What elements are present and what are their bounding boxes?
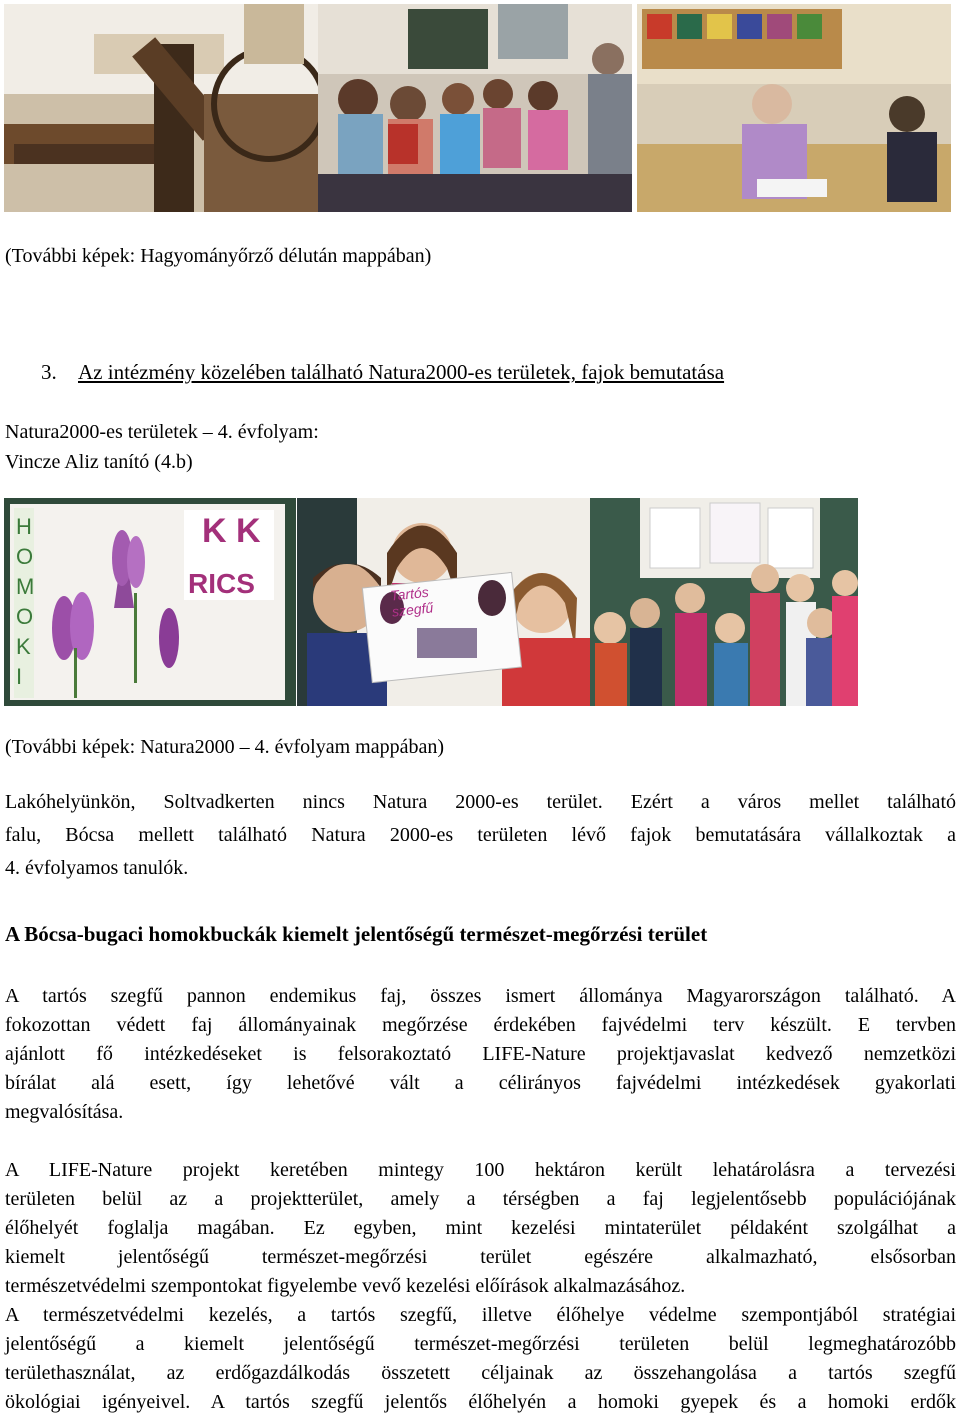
caption-photo-row-2: (További képek: Natura2000 – 4. évfolyam mappában): [5, 736, 445, 758]
photo-crocus-poster: [4, 498, 296, 706]
intro-line-2: Vincze Aliz tanító (4.b): [5, 451, 193, 473]
photo-elderly-woman-reading: [637, 4, 951, 212]
intro-line-1: Natura2000-es területek – 4. évfolyam:: [5, 421, 319, 443]
photo-girls-embroidering: [318, 4, 632, 212]
paragraph-location: [5, 788, 956, 883]
paragraph-line: falu, Bócsa mellett található Natura 2000-es területen lévő fajok bemutatására vállalkoztak a: [5, 824, 956, 846]
paragraph-line: A LIFE-Nature projekt keretében mintegy 100 hektáron került lehatárolásra a tervezési: [5, 1159, 956, 1181]
section-number: 3.: [41, 360, 57, 384]
paragraph-line: kiemelt jelentőségű természet-megőrzési terület egészére alkalmazható, elsősorban: [5, 1246, 956, 1268]
section-title: Az intézmény közelében található Natura2000-es területek, fajok bemutatása: [78, 360, 725, 384]
paragraph-line: területhasználat, az erdőgazdálkodás összetett céljainak az összehangolása a tartós szegfű: [5, 1362, 956, 1384]
photo-children-holding-poster: [297, 498, 590, 706]
caption-photo-row-1: (További képek: Hagyományőrző délután mappában): [5, 245, 432, 267]
paragraph-line: fokozottan védett faj állományainak megőrzése érdekében fajvédelmi terv készült. E tervben: [5, 1014, 956, 1036]
held-poster-title: Tartós szegfű: [389, 583, 434, 620]
paragraph-line: megvalósítása.: [5, 1101, 124, 1123]
paragraph-life-nature: [5, 1156, 956, 1301]
section-heading: [41, 360, 724, 385]
photo-class-group: [590, 498, 858, 706]
paragraph-line: ökológiai igényeivel. A tartós szegfű jelentős élőhelyén a homoki gyepek és a homoki erdők: [5, 1391, 956, 1413]
paragraph-line: ajánlott fő intézkedéseket is felsorakoztató LIFE-Nature projektjavaslat kedvező nemzetközi: [5, 1043, 956, 1065]
paragraph-species: [5, 982, 956, 1127]
paragraph-line: A természetvédelmi kezelés, a tartós szegfű, illetve élőhelye védelme szempontjából stratégiai: [5, 1304, 956, 1326]
paragraph-line: jelentőségű a kiemelt jelentőségű természet-megőrzési területen belül legmeghatározóbb: [5, 1333, 956, 1355]
photo-craft-tools: [4, 4, 318, 212]
paragraph-management: [5, 1301, 956, 1417]
poster-left-word: HOMOKI: [16, 514, 35, 689]
paragraph-line: 4. évfolyamos tanulók.: [5, 857, 189, 879]
paragraph-line: A tartós szegfű pannon endemikus faj, összes ismert állománya Magyarországon található. A: [5, 985, 956, 1007]
poster-bottom-word: RICS: [188, 568, 255, 599]
poster-top-letters: K K: [202, 512, 261, 550]
subheading: A Bócsa-bugaci homokbuckák kiemelt jelentőségű természet-megőrzési terület: [5, 922, 708, 946]
paragraph-line: bírálat alá esett, így lehetővé vált a célirányos fajvédelmi intézkedések gyakorlati: [5, 1072, 956, 1094]
paragraph-line: területen belül az a projektterület, amely a térségben a faj legjelentősebb populációjának: [5, 1188, 956, 1210]
paragraph-line: Lakóhelyünkön, Soltvadkerten nincs Natura 2000-es terület. Ezért a város mellet található: [5, 791, 956, 813]
paragraph-line: természetvédelmi szempontokat figyelembe vevő kezelési előírások alkalmazásához.: [5, 1275, 686, 1297]
paragraph-line: élőhelyét foglalja magában. Ez egyben, mint kezelési mintaterület példaként szolgálhat a: [5, 1217, 956, 1239]
